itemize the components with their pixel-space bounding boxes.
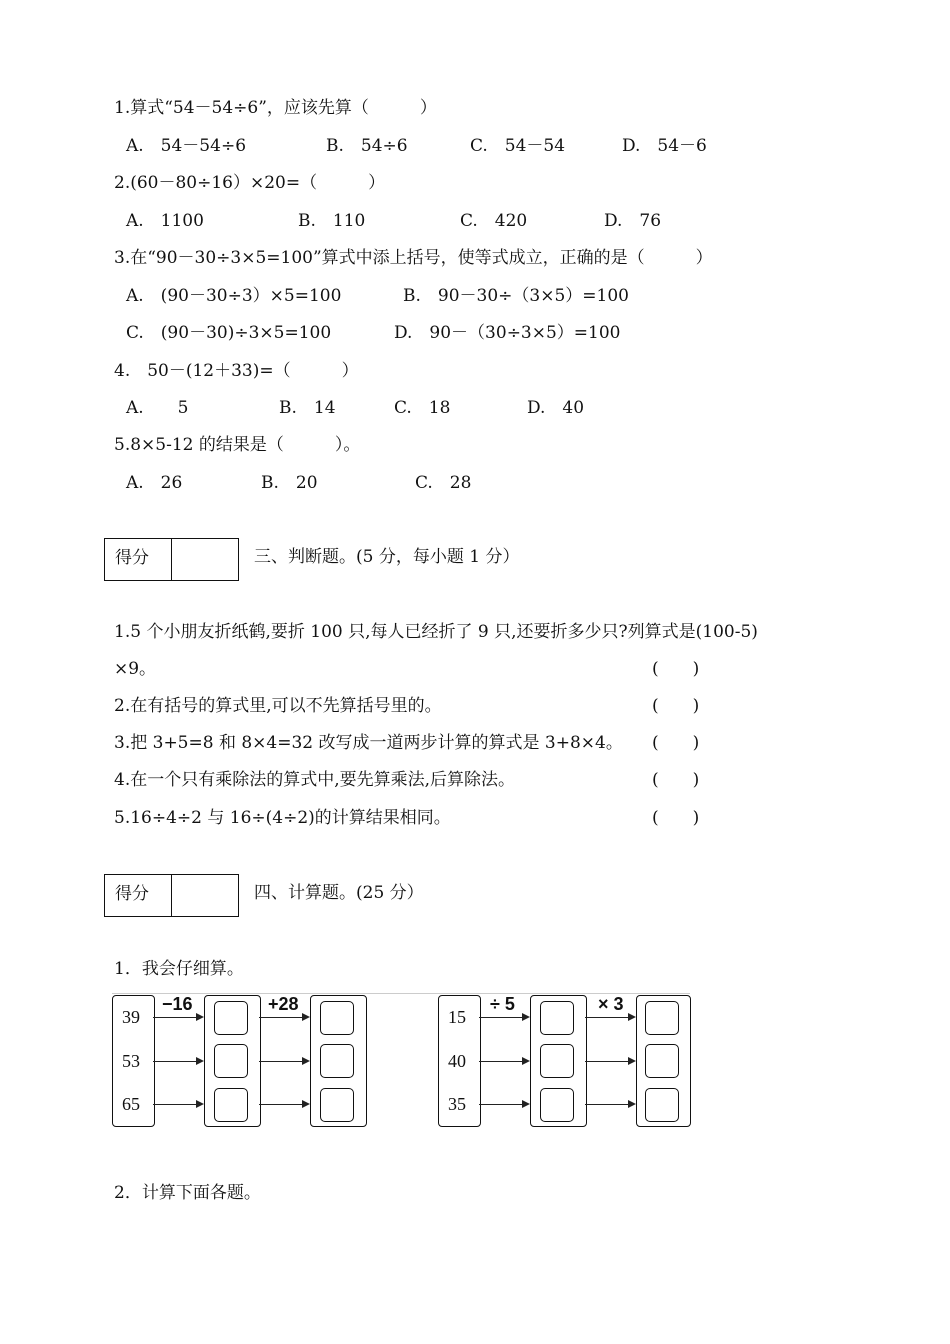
q1-option-d: D. 54－6 [622,136,707,156]
q2-option-d: D. 76 [604,211,662,231]
q2-option-b: B. 110 [298,211,366,231]
arrow [479,1017,523,1018]
answer-box[interactable] [540,1044,574,1078]
arrow-head-icon [628,1013,636,1021]
answer-box[interactable] [320,1044,354,1078]
input-number: 39 [122,1007,140,1027]
judge-item-4: 4.在一个只有乘除法的算式中,要先算乘法,后算除法。 [114,770,516,790]
answer-box[interactable] [645,1088,679,1122]
q5-option-c: C. 28 [415,473,472,493]
arrow [585,1104,629,1105]
q4-option-c: C. 18 [394,398,451,418]
arrow-head-icon [196,1013,204,1021]
arrow-head-icon [628,1100,636,1108]
score-box-section-3 [104,538,239,581]
judge-item-1: 1.5 个小朋友折纸鹤,要折 100 只,每人已经折了 9 只,还要折多少只?列算式是(100-5) [114,622,758,642]
answer-box[interactable] [540,1088,574,1122]
arrow [153,1104,197,1105]
calc-question-1: 1．我会仔细算。 [114,959,244,979]
judge-item-5-answer-paren[interactable]: ( ) [652,808,700,828]
answer-box[interactable] [645,1001,679,1035]
arrow [479,1061,523,1062]
q3-option-c: C. (90－30)÷3×5=100 [126,323,332,343]
arrow-head-icon [522,1057,530,1065]
answer-box[interactable] [214,1044,248,1078]
operator-label: +28 [268,994,299,1014]
arrow [585,1061,629,1062]
operator-label: ÷ 5 [490,994,515,1014]
arrow [479,1104,523,1105]
answer-box[interactable] [214,1001,248,1035]
answer-box[interactable] [320,1001,354,1035]
answer-box[interactable] [214,1088,248,1122]
arrow [585,1017,629,1018]
question-2-stem: 2.(60－80÷16）×20=（ ） [114,173,386,193]
q5-option-a: A. 26 [126,473,183,493]
score-label: 得分 [115,548,149,568]
q3-option-a: A. (90－30÷3）×5=100 [126,286,342,306]
q4-option-b: B. 14 [279,398,336,418]
judge-item-1-continued: ×9。 [114,659,157,679]
section-4-title: 四、计算题。(25 分） [254,883,424,903]
q2-option-c: C. 420 [460,211,528,231]
q3-option-b: B. 90－30÷（3×5）=100 [403,286,629,306]
operator-label: −16 [162,994,193,1014]
arrow [153,1061,197,1062]
arrow-head-icon [522,1100,530,1108]
arrow-head-icon [522,1013,530,1021]
arrow-head-icon [302,1057,310,1065]
q4-option-d: D. 40 [527,398,585,418]
q5-option-b: B. 20 [261,473,318,493]
judge-item-2: 2.在有括号的算式里,可以不先算括号里的。 [114,696,442,716]
q3-option-d: D. 90－（30÷3×5）=100 [394,323,621,343]
score-box-section-4 [104,874,239,917]
judge-item-3: 3.把 3+5=8 和 8×4=32 改写成一道两步计算的算式是 3+8×4。 [114,733,623,753]
arrow-head-icon [302,1013,310,1021]
arrow [259,1017,303,1018]
judge-item-5: 5.16÷4÷2 与 16÷(4÷2)的计算结果相同。 [114,808,451,828]
arrow-head-icon [196,1057,204,1065]
arrow-head-icon [628,1057,636,1065]
calc-question-2: 2．计算下面各题。 [114,1183,261,1203]
arrow [259,1061,303,1062]
judge-item-4-answer-paren[interactable]: ( ) [652,770,700,790]
arrow [153,1017,197,1018]
judge-item-2-answer-paren[interactable]: ( ) [652,696,700,716]
question-4-stem: 4. 50－(12＋33)=（ ） [114,361,359,381]
arrow-head-icon [196,1100,204,1108]
section-3-title: 三、判断题。(5 分，每小题 1 分） [254,547,520,567]
score-label: 得分 [115,884,149,904]
answer-box[interactable] [540,1001,574,1035]
answer-box[interactable] [320,1088,354,1122]
q1-option-c: C. 54－54 [470,136,566,156]
question-5-stem: 5.8×5-12 的结果是（ ）。 [114,435,361,455]
arrow [259,1104,303,1105]
q1-option-a: A. 54－54÷6 [126,136,247,156]
question-1-stem: 1.算式“54－54÷6”，应该先算（ ） [114,98,437,118]
arrow-head-icon [302,1100,310,1108]
q4-option-a: A. 5 [126,398,189,418]
input-number: 35 [448,1094,466,1114]
input-number: 65 [122,1094,140,1114]
q2-option-a: A. 1100 [126,211,204,231]
judge-item-3-answer-paren[interactable]: ( ) [652,733,700,753]
operator-label: × 3 [598,994,624,1014]
input-number: 53 [122,1051,140,1071]
q1-option-b: B. 54÷6 [326,136,408,156]
input-number: 40 [448,1051,466,1071]
answer-box[interactable] [645,1044,679,1078]
question-3-stem: 3.在“90－30÷3×5=100”算式中添上括号，使等式成立，正确的是（ ） [114,248,713,268]
judge-item-1-answer-paren[interactable]: ( ) [652,659,700,679]
input-number: 15 [448,1007,466,1027]
